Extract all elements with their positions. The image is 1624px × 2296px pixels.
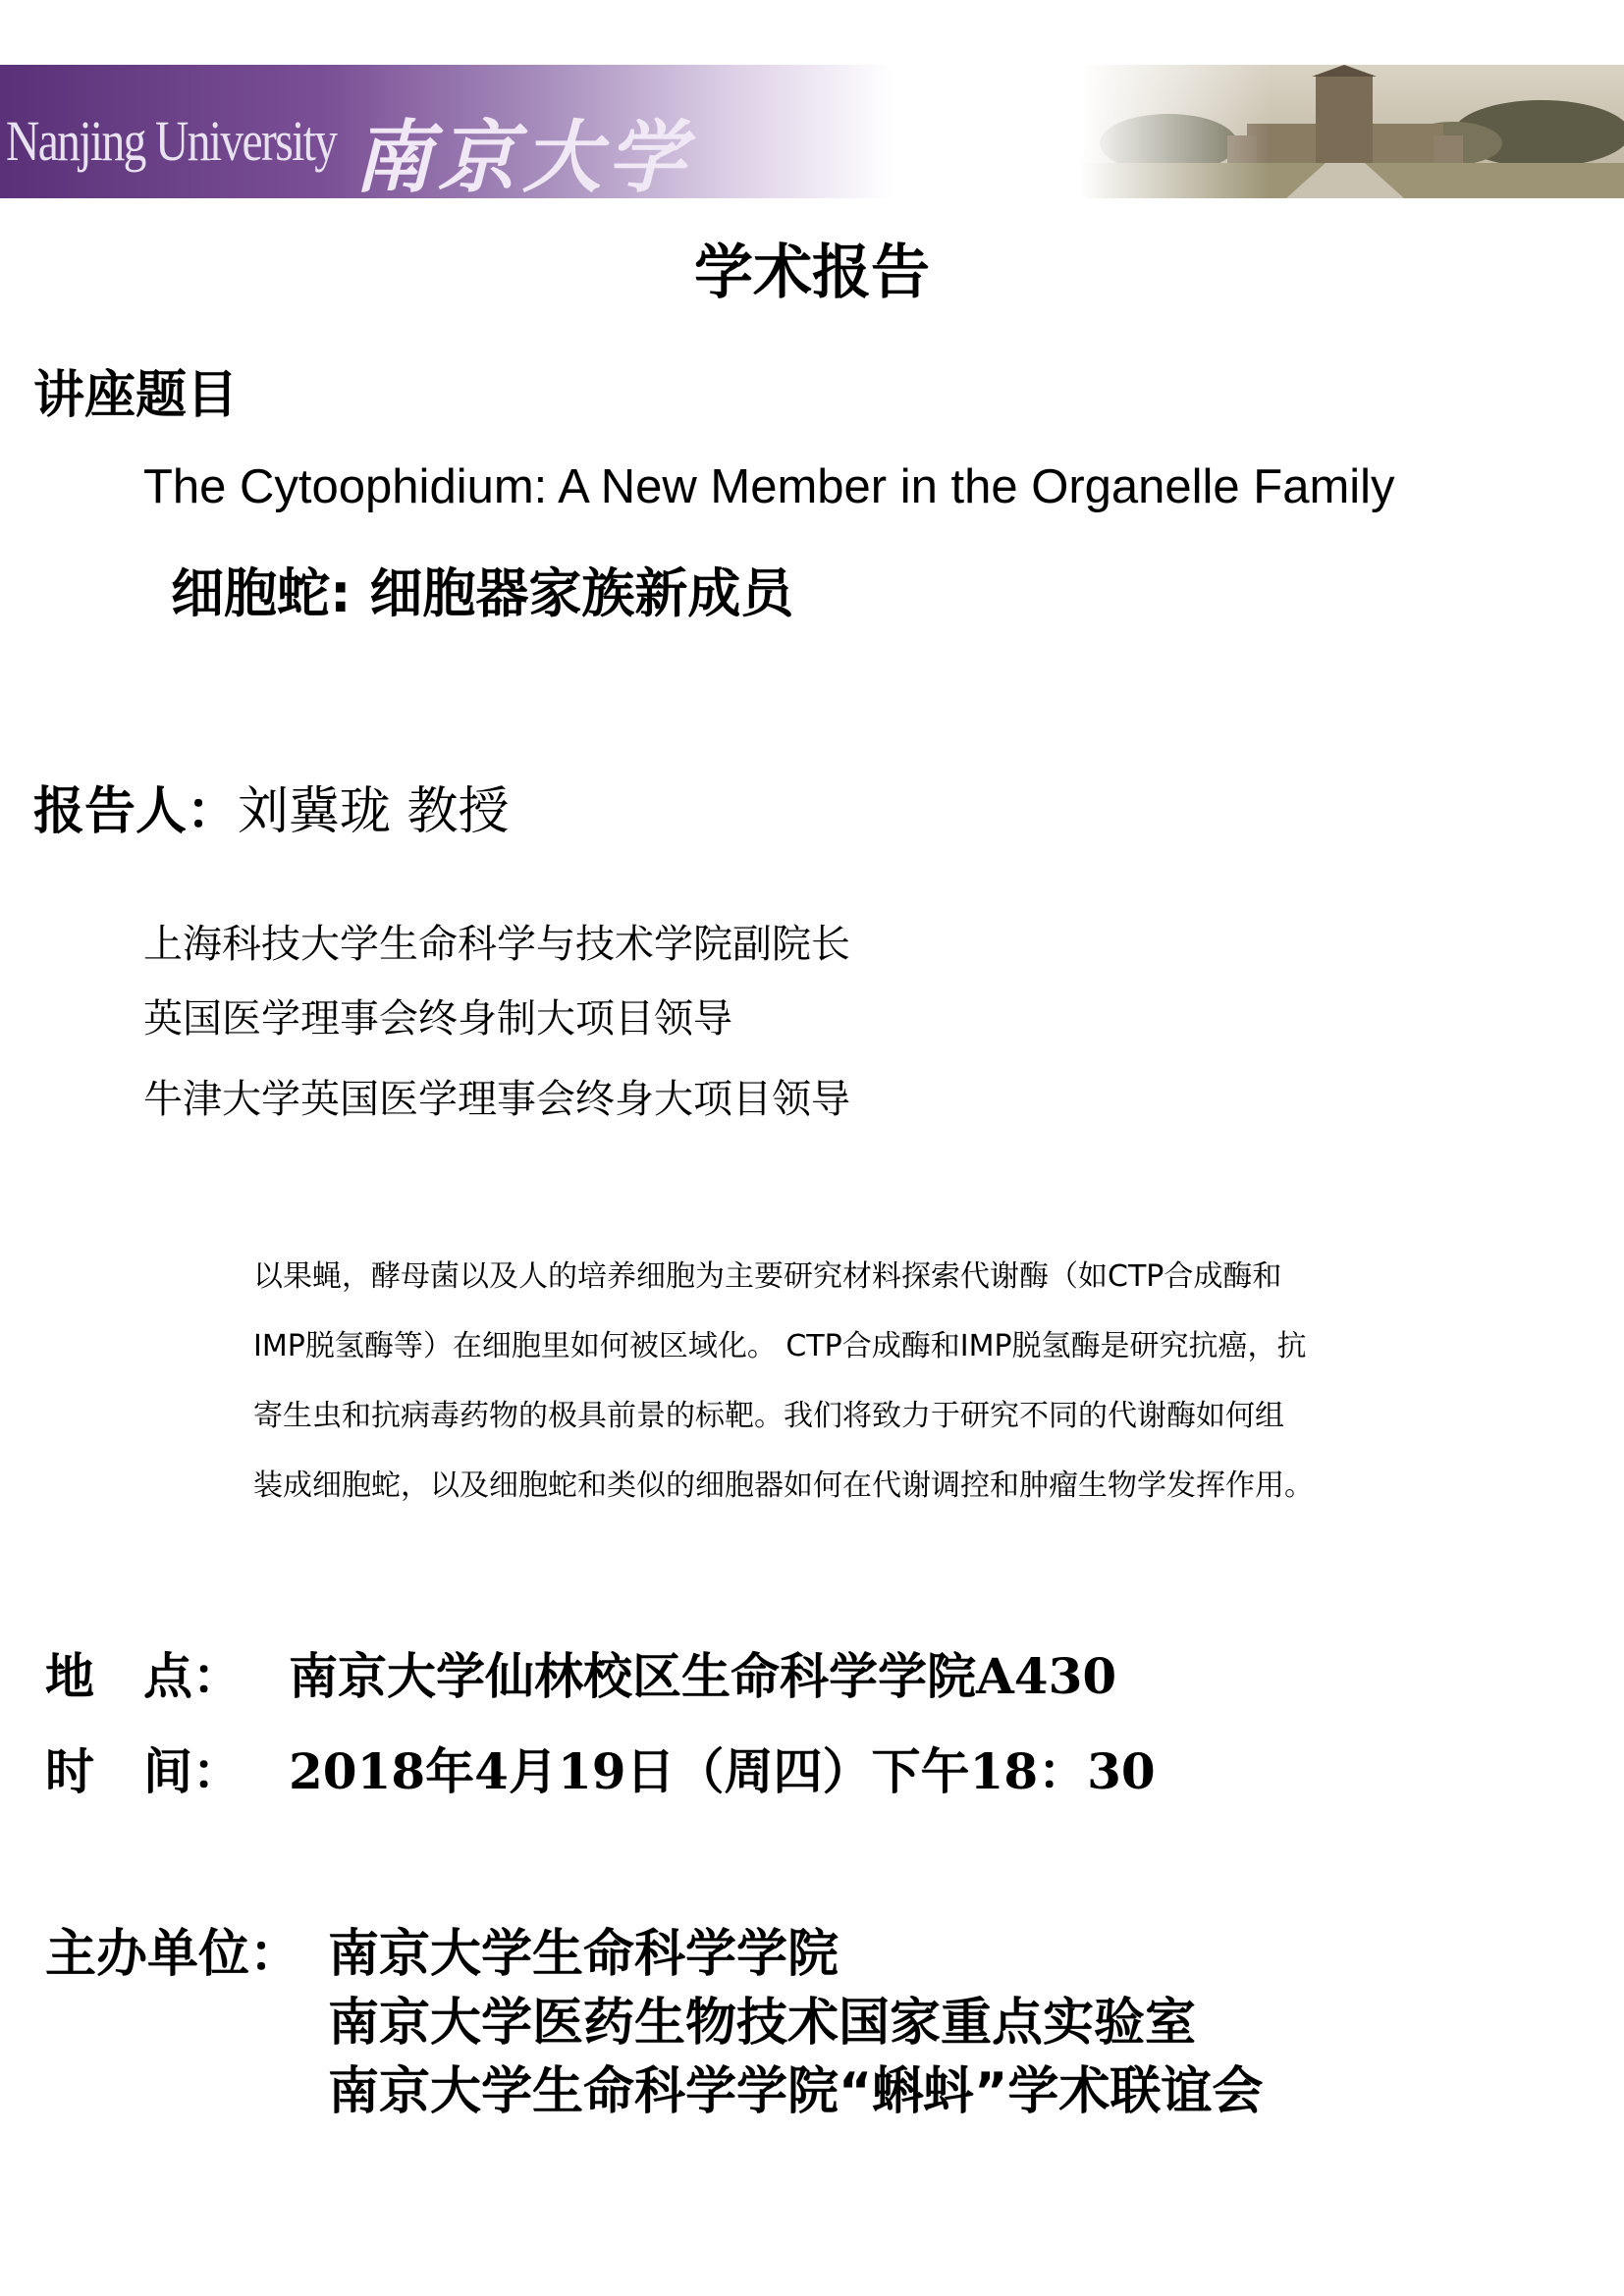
organizer-item: 南京大学生命科学学院“蝌蚪”学术联谊会 xyxy=(328,2062,1264,2121)
location-value: 南京大学仙林校区生命科学学院A430 xyxy=(289,1647,1117,1705)
time-value: 2018年4月19日（周四）下午18：30 xyxy=(289,1742,1156,1800)
university-name-calligraphy: 南京大学 xyxy=(353,111,691,198)
abstract-line: IMP脱氢酶等）在细胞里如何被区域化。 CTP合成酶和IMP脱氢酶是研究抗癌，抗 xyxy=(253,1329,1307,1363)
speaker-affiliation: 牛津大学英国医学理事会终身大项目领导 xyxy=(143,1077,850,1122)
speaker-line xyxy=(33,770,510,843)
abstract-line: 装成细胞蛇，以及细胞蛇和类似的细胞器如何在代谢调控和肿瘤生物学发挥作用。 xyxy=(253,1468,1314,1503)
speaker-affiliation: 上海科技大学生命科学与技术学院副院长 xyxy=(143,922,850,967)
time-row xyxy=(45,1733,1156,1803)
abstract-line: 以果蝇，酵母菌以及人的培养细胞为主要研究材料探索代谢酶（如CTP合成酶和 xyxy=(253,1259,1282,1294)
time-label: 时 间： xyxy=(45,1742,242,1800)
location-label: 地 点： xyxy=(45,1647,242,1705)
organizer-item: 南京大学医药生物技术国家重点实验室 xyxy=(328,1994,1197,2053)
organizer-item: 南京大学生命科学学院 xyxy=(328,1925,839,1984)
speaker-name: 刘冀珑 教授 xyxy=(238,782,510,841)
speaker-affiliation: 英国医学理事会终身制大项目领导 xyxy=(143,996,732,1041)
location-row xyxy=(45,1637,1116,1708)
lecture-title-english: The Cytoophidium: A New Member in the Organelle Family xyxy=(143,460,1395,513)
campus-photo xyxy=(1080,65,1624,198)
university-name-english: Nanjing University xyxy=(6,109,337,173)
abstract-line: 寄生虫和抗病毒药物的极具前景的标靶。我们将致力于研究不同的代谢酶如何组 xyxy=(253,1399,1284,1433)
organizers-label: 主办单位： xyxy=(45,1925,301,1984)
lecture-title-chinese: 细胞蛇: 细胞器家族新成员 xyxy=(171,562,794,624)
abstract-paragraph xyxy=(253,1242,1598,1521)
header-banner xyxy=(0,65,1624,198)
document-title: 学术报告 xyxy=(694,239,930,307)
lecture-topic-label: 讲座题目 xyxy=(33,366,239,425)
speaker-label: 报告人： xyxy=(33,782,239,841)
